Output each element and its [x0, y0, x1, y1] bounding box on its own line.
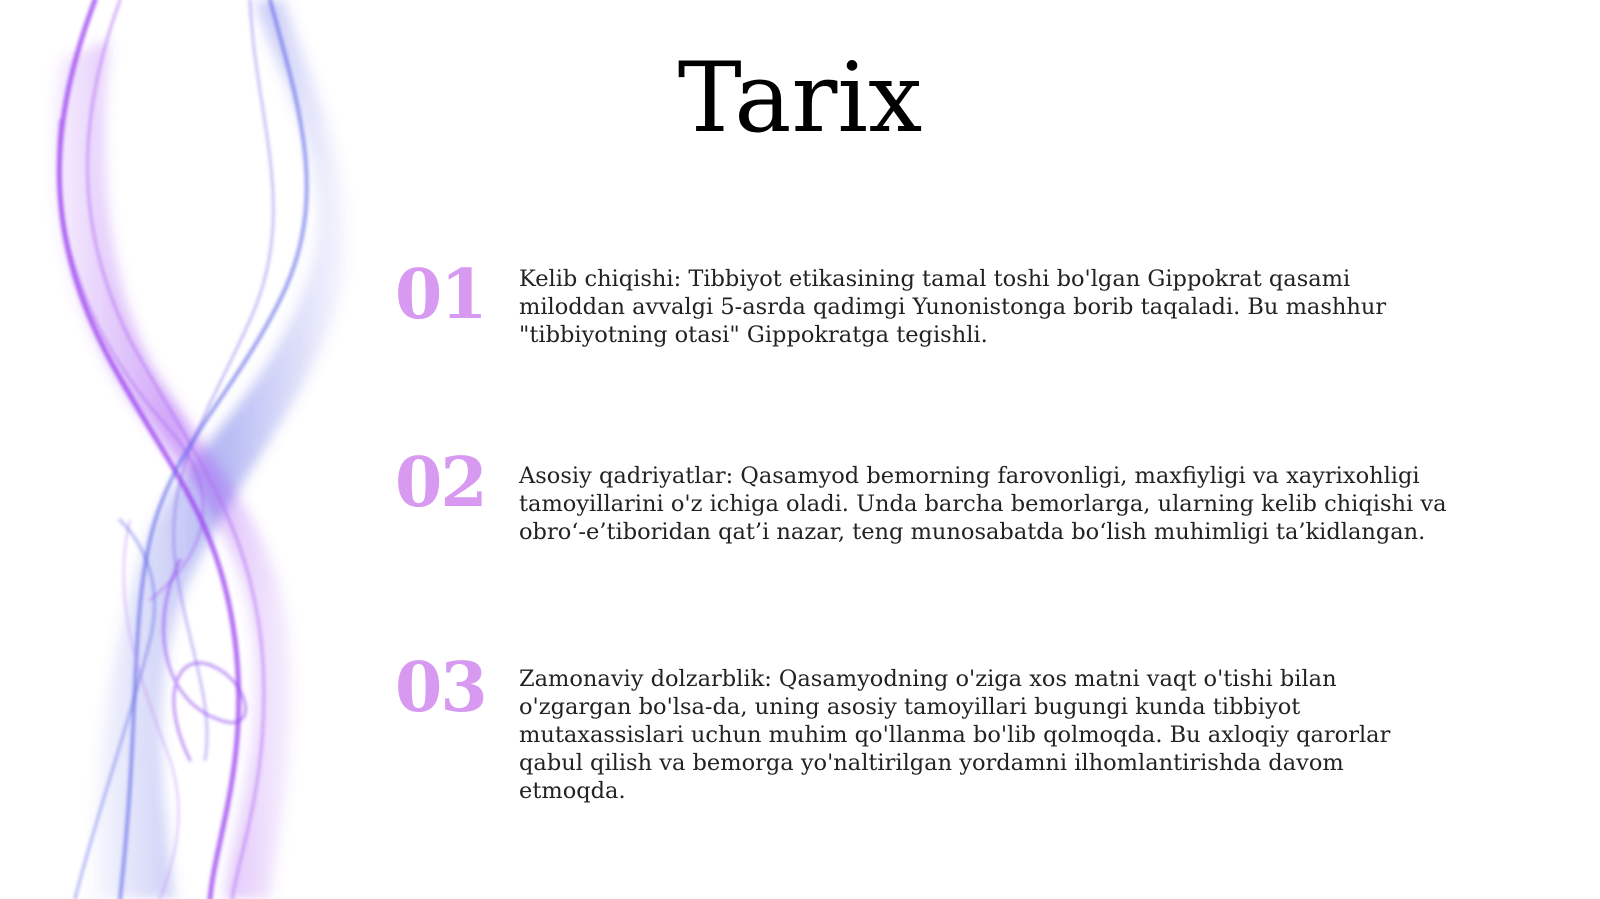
item-number: 02 [395, 443, 486, 523]
item-number: 01 [395, 255, 486, 335]
item-text: Zamonaviy dolzarblik: Qasamyodning o'ziga xos matni vaqt o'tishi bilan o'zgargan bo'lsa-da, uning asosiy tamoyillari bugungi kunda tibbiyot mutaxassislari uchun muhim qo'llanma bo'lib qolmoqda. Bu axloqiy qarorlar qabul qilish va bemorga yo'naltirilgan yordamni ilhomlantirishda davom etmoqda. [519, 666, 1391, 804]
slide-title: Tarix [677, 42, 923, 154]
item-text: Kelib chiqishi: Tibbiyot etikasining tamal toshi bo'lgan Gippokrat qasami miloddan avvalgi 5-asrda qadimgi Yunonistonga borib taqaladi. Bu mashhur "tibbiyotning otasi" Gippokratga tegishli. [519, 266, 1387, 348]
item-number: 03 [395, 648, 486, 728]
item-text: Asosiy qadriyatlar: Qasamyod bemorning farovonligi, maxfiyligi va xayrixohligi tamoyillarini o'z ichiga oladi. Unda barcha bemorlarga, ularning kelib chiqishi va obro‘-e’tiboridan qat’i nazar, teng munosabatda bo‘lish muhimligi ta’kidlangan. [519, 463, 1447, 545]
